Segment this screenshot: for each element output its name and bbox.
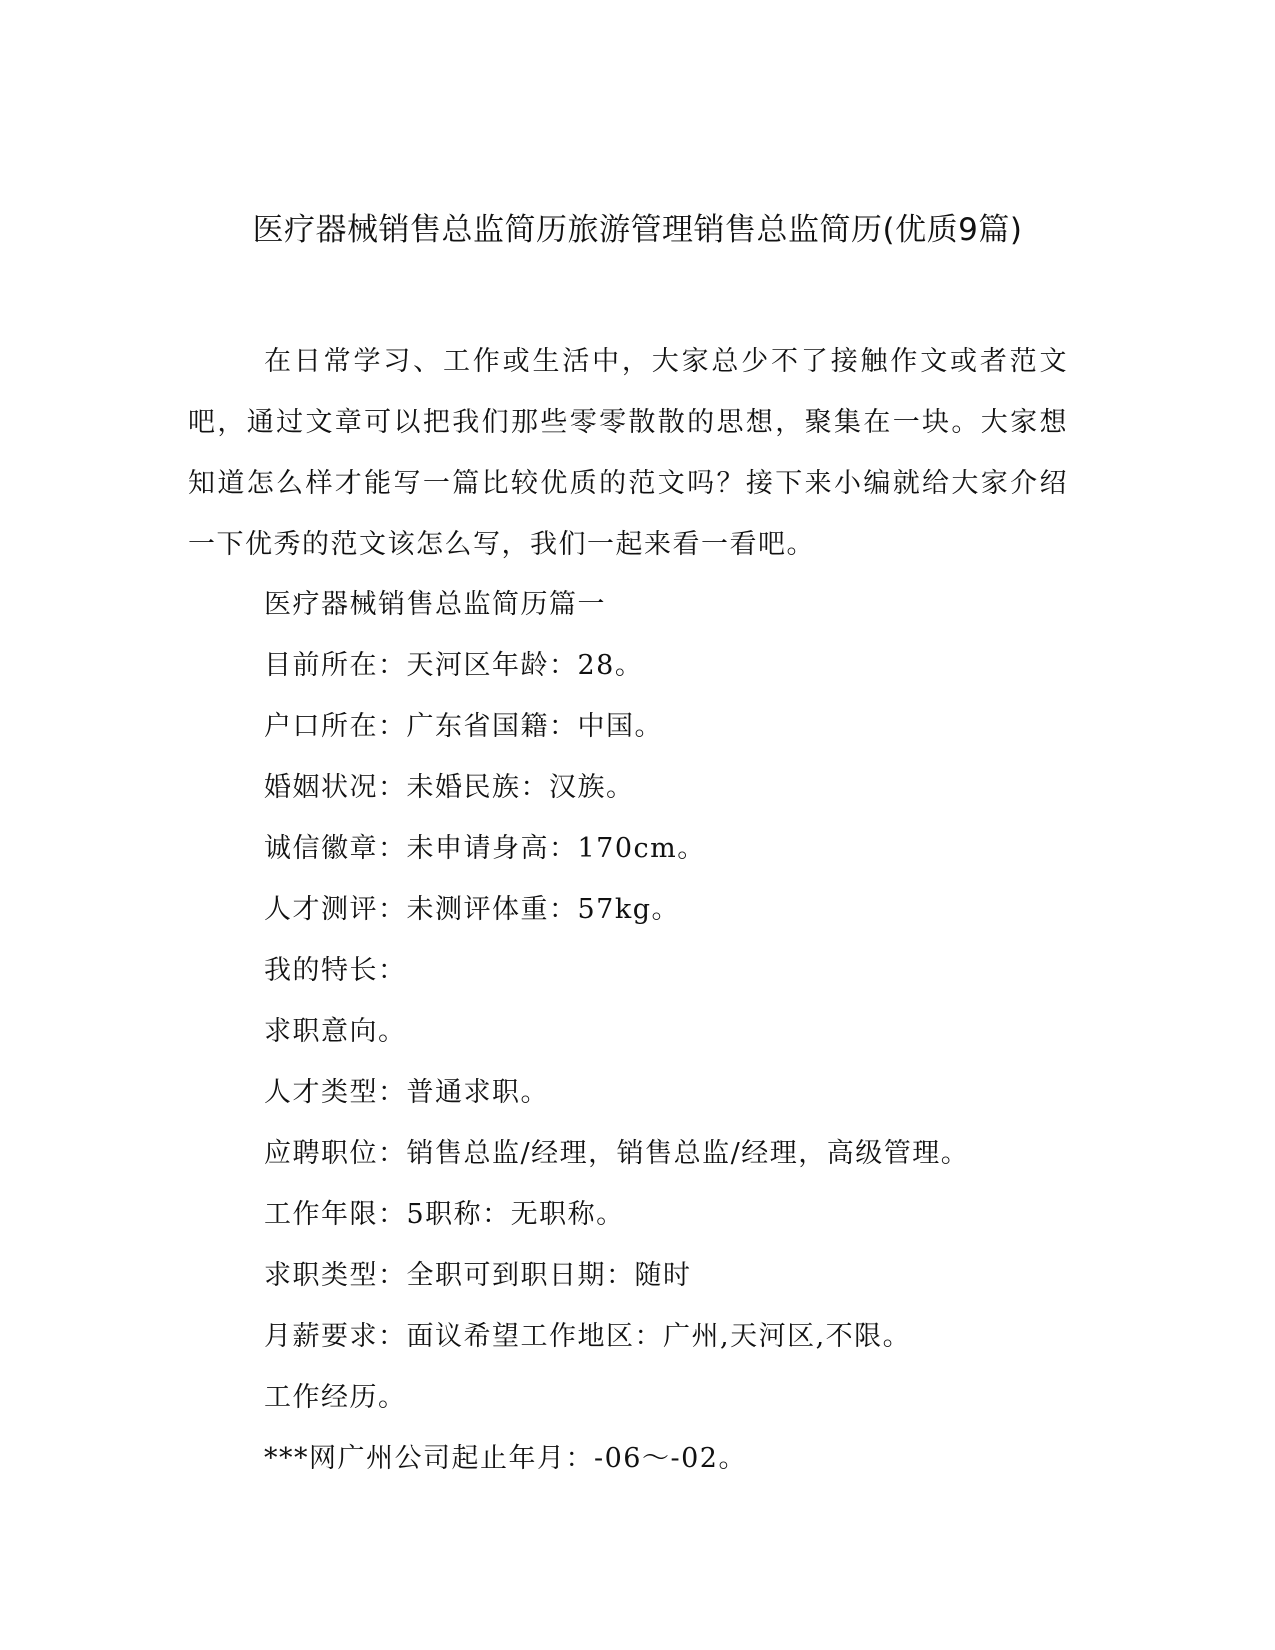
text-line: 目前所在：天河区年龄：28。 bbox=[264, 650, 644, 681]
text-line: 月薪要求：面议希望工作地区：广州,天河区,不限。 bbox=[264, 1321, 912, 1352]
intro-paragraph: 在日常学习、工作或生活中，大家总少不了接触作文或者范文吧，通过文章可以把我们那些零零散散的思想，聚集在一块。大家想知道怎么样才能写一篇比较优质的范文吗？接下来小编就给大家介绍一下优秀的范文该怎么写，我们一起来看一看吧。 bbox=[188, 346, 1068, 560]
text-line: 工作年限：5职称：无职称。 bbox=[264, 1199, 625, 1230]
text-line: 我的特长： bbox=[264, 955, 407, 986]
text-line: 户口所在：广东省国籍：中国。 bbox=[264, 711, 663, 742]
section-heading: 医疗器械销售总监简历篇一 bbox=[264, 589, 606, 620]
text-line: 人才测评：未测评体重：57kg。 bbox=[264, 894, 681, 925]
text-line: 应聘职位：销售总监/经理，销售总监/经理，高级管理。 bbox=[264, 1138, 970, 1169]
resume-lines bbox=[264, 574, 1164, 1489]
text-line: 工作经历。 bbox=[264, 1382, 407, 1413]
text-line: 诚信徽章：未申请身高：170cm。 bbox=[264, 833, 706, 864]
text-line: 婚姻状况：未婚民族：汉族。 bbox=[264, 772, 635, 803]
text-line: 求职意向。 bbox=[264, 1016, 407, 1047]
text-line: 求职类型：全职可到职日期：随时 bbox=[264, 1260, 692, 1291]
text-line: 人才类型：普通求职。 bbox=[264, 1077, 549, 1108]
document-title: 医疗器械销售总监简历旅游管理销售总监简历(优质9篇) bbox=[252, 212, 1023, 248]
text-line: ***网广州公司起止年月：-06～-02。 bbox=[264, 1443, 747, 1474]
